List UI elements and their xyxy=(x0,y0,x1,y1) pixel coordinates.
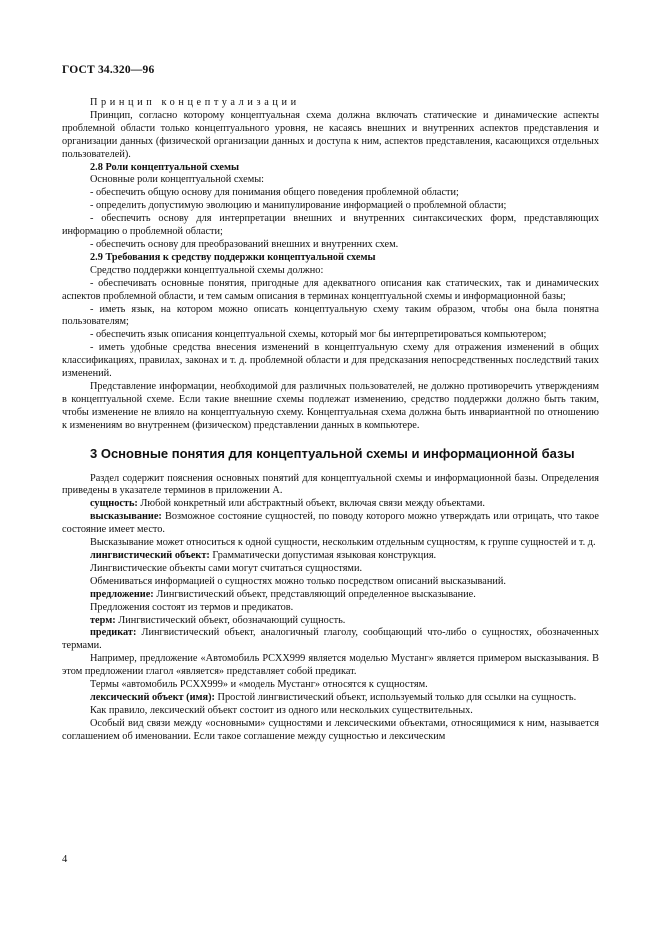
section-2-continuation xyxy=(62,97,599,433)
body-paragraph: - иметь язык, на котором можно описать концептуальную схему таким образом, чтобы она была понятна пользователям; xyxy=(62,303,599,328)
definition-text: Лингвистический объект, представляющий определенное высказывание. xyxy=(153,588,476,600)
defined-term: предикат: xyxy=(90,627,137,639)
body-paragraph: - обеспечить общую основу для понимания общего поведения проблемной области; xyxy=(90,187,459,199)
definition-paragraph xyxy=(62,589,599,602)
standard-code-header: ГОСТ 34.320—96 xyxy=(62,64,155,76)
principle-title: Принцип концептуализации xyxy=(90,97,300,108)
defined-term: терм: xyxy=(90,614,116,626)
body-paragraph: Представление информации, необходимой для различных пользователей, не должно противоречить утверждениям в концептуальной схеме. Если такие внешние схемы подлежат изменению, средство поддержки должно быть таким, чтобы изменение не влияло на концептуальную схему. Концептуальная схема должна быть инвариантной по отношению к изменениям во внутреннем (физическом) представлении данных в компьютере. xyxy=(62,380,599,431)
defined-term: лингвистический объект: xyxy=(90,550,210,561)
definition-paragraph xyxy=(62,627,599,653)
body-paragraph: Например, предложение «Автомобиль PCXX999 является моделью Мустанг» является примером высказывания. В этом предложении глагол «является» представляет собой предикат. xyxy=(62,653,599,678)
body-paragraph: - обеспечить язык описания концептуальной схемы, который мог бы интерпретироваться компьютером; xyxy=(90,329,547,341)
definition-paragraph xyxy=(62,498,599,511)
body-paragraph: Принцип, согласно которому концептуальная схема должна включать статические и динамические аспекты проблемной области только концептуального уровня, не касаясь внешних и внутренних аспектов представления и организации данных (физической организации данных и доступа к ним, аспектов представления, касающихся отдельных пользователей). xyxy=(62,109,599,160)
document-body xyxy=(62,97,599,744)
defined-term: лексический объект (имя): xyxy=(90,691,215,703)
body-paragraph: Предложения состоят из термов и предикатов. xyxy=(90,601,294,613)
subsection-heading: 2.9 Требования к средству поддержки концептуальной схемы xyxy=(90,251,376,263)
body-paragraph: Основные роли концептуальной схемы: xyxy=(90,174,265,186)
definition-text: Лингвистический объект, обозначающий сущность. xyxy=(115,614,346,626)
body-paragraph: Обмениваться информацией о сущностях можно только посредством описаний высказываний. xyxy=(90,575,506,587)
definition-paragraph xyxy=(62,692,599,705)
body-paragraph: Раздел содержит пояснения основных понятий для концептуальной схемы и информационной базы. Определения приведены в указателе терминов в приложении А. xyxy=(62,472,599,497)
page-number: 4 xyxy=(62,854,68,865)
body-paragraph: Особый вид связи между «основными» сущностями и лексическими объектами, относящимися к ним, называется соглашением об именовании. Если такое соглашение между сущностью и лексическим xyxy=(62,717,599,742)
definition-text: Лингвистический объект, аналогичный глаголу, сообщающий что-либо о сущностях, обозначенных термами. xyxy=(62,627,599,652)
section-3-heading: 3 Основные понятия для концептуальной схемы и информационной базы xyxy=(90,445,575,461)
defined-term: высказывание: xyxy=(90,511,162,523)
defined-term: сущность: xyxy=(90,498,138,510)
body-paragraph: Лингвистические объекты сами могут считаться сущностями. xyxy=(90,562,363,574)
body-paragraph: Высказывание может относиться к одной сущности, нескольким отдельным сущностям, к группе сущностей и т. д. xyxy=(90,537,596,549)
body-paragraph: - обеспечить основу для интерпретации внешних и внутренних синтаксических форм, представляющих информацию о проблемной области; xyxy=(62,213,599,238)
definition-text: Любой конкретный или абстрактный объект, включая связи между объектами. xyxy=(137,498,485,510)
definition-text: Возможное состояние сущностей, по поводу которого можно утверждать или отрицать, что такое состояние имеет место. xyxy=(62,511,599,536)
definition-paragraph xyxy=(62,511,599,537)
definition-text: Простой лингвистический объект, используемый только для ссылки на сущность. xyxy=(214,691,577,703)
section-3-body xyxy=(62,473,599,744)
body-paragraph: - обеспечивать основные понятия, пригодные для адекватного описания как статических, так и динамических аспектов проблемной области, и тем самым описания в терминах концептуальной схемы и информационной базы; xyxy=(62,277,599,302)
body-paragraph: - определить допустимую эволюцию и манипулирование информацией о проблемной области; xyxy=(90,200,507,212)
body-paragraph: Средство поддержки концептуальной схемы должно: xyxy=(90,264,324,276)
definition-paragraph xyxy=(62,550,599,563)
definition-paragraph xyxy=(62,615,599,628)
defined-term: предложение: xyxy=(90,588,154,600)
definition-text: Грамматически допустимая языковая конструкция. xyxy=(209,550,437,561)
body-paragraph: - обеспечить основу для преобразований внешних и внутренних схем. xyxy=(90,238,399,250)
body-paragraph: Термы «автомобиль PCXX999» и «модель Мустанг» относятся к сущностям. xyxy=(90,679,428,691)
body-paragraph: Как правило, лексический объект состоит из одного или нескольких существительных. xyxy=(90,704,473,716)
body-paragraph: - иметь удобные средства внесения изменений в концептуальную схему для отражения изменений в общих классификациях, правилах, законах и т. д. проблемной области и для предсказания непосредственных последствий таких изменений. xyxy=(62,342,599,380)
subsection-heading: 2.8 Роли концептуальной схемы xyxy=(90,161,240,173)
